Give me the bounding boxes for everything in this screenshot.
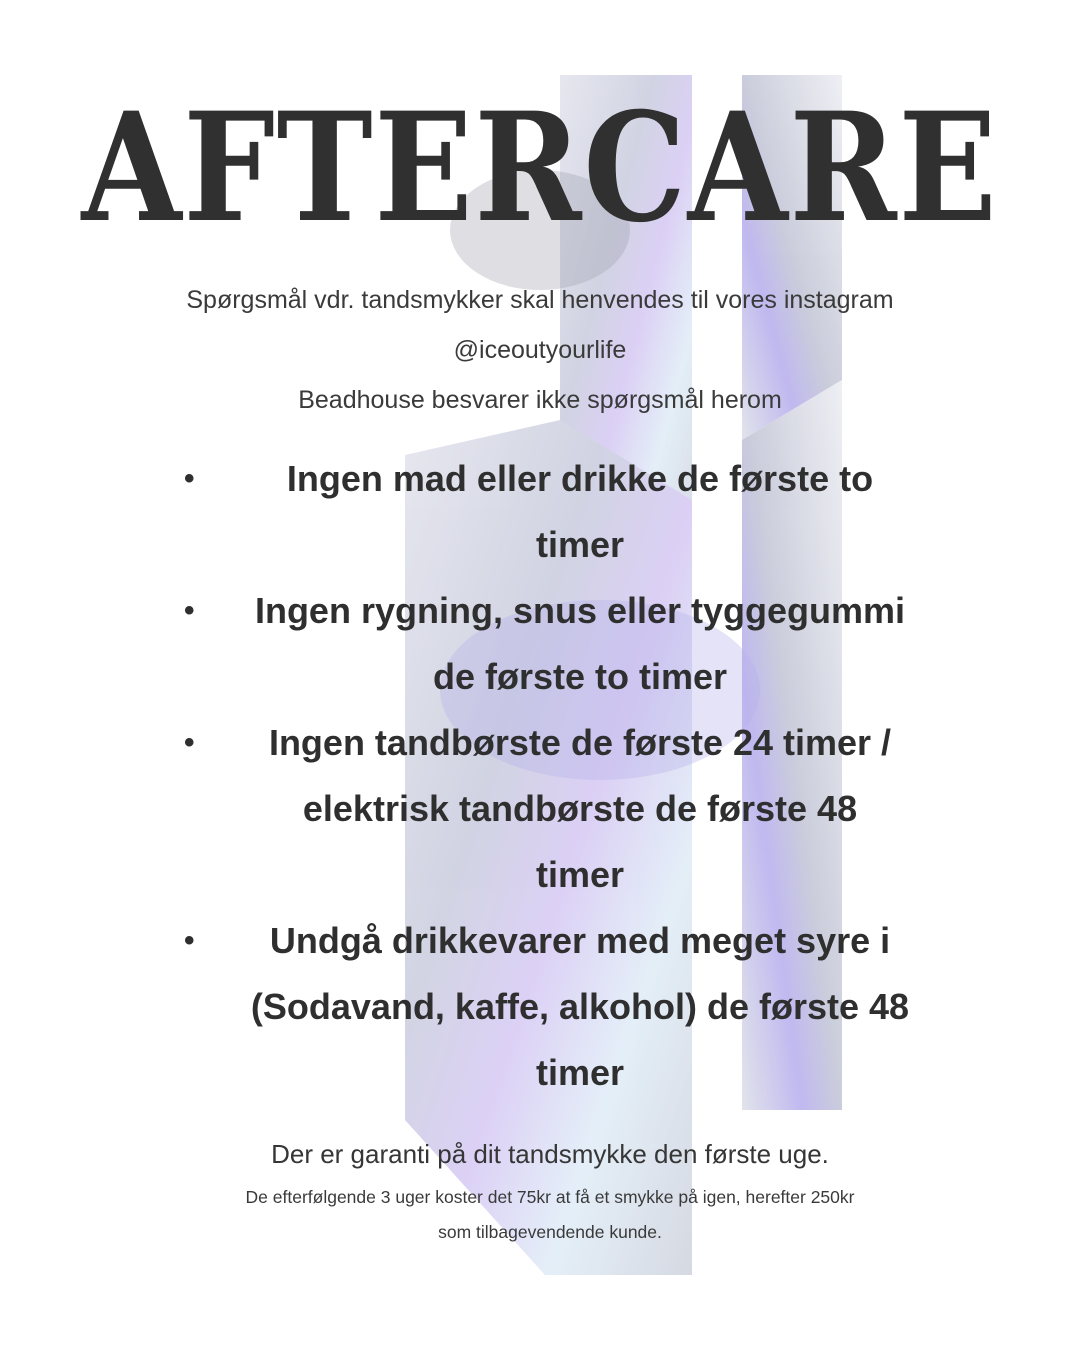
intro-line-instagram-notice: Spørgsmål vdr. tandsmykker skal henvendes til vores instagram — [186, 286, 894, 314]
rule-text-line: timer — [535, 524, 625, 565]
intro-text — [0, 275, 1080, 425]
rule-text-line: Ingen rygning, snus eller tyggegummi — [254, 590, 906, 631]
page-title: AFTERCARE — [81, 80, 999, 256]
rule-text-line: elektrisk tandbørste de første 48 — [302, 788, 858, 829]
fine-print-line: De efterfølgende 3 uger koster det 75kr at få et smykke på igen, herefter 250kr — [245, 1187, 855, 1207]
guarantee-text: Der er garanti på dit tandsmykke den første uge. — [271, 1139, 829, 1169]
rule-text-line: de første to timer — [432, 656, 728, 697]
intro-line-disclaimer: Beadhouse besvarer ikke spørgsmål herom — [298, 386, 782, 414]
bullet-icon: • — [184, 462, 195, 495]
rule-no-smoking — [160, 578, 960, 710]
fine-print-line: som tilbagevendende kunde. — [438, 1222, 662, 1242]
bullet-icon: • — [184, 594, 195, 627]
rule-text-line: Ingen mad eller drikke de første to — [286, 458, 874, 499]
rule-no-food-drink — [160, 446, 960, 578]
fine-print — [130, 1180, 970, 1250]
rule-text-line: Ingen tandbørste de første 24 timer / — [268, 722, 892, 763]
rule-text-line: timer — [535, 854, 625, 895]
bullet-icon: • — [184, 924, 195, 957]
instagram-handle: @iceoutyourlife — [453, 336, 627, 364]
rule-text-line: Undgå drikkevarer med meget syre i — [269, 920, 891, 961]
aftercare-rules-list — [160, 446, 960, 1106]
rule-avoid-acidic-drinks — [160, 908, 960, 1106]
rule-text-line: (Sodavand, kaffe, alkohol) de første 48 — [250, 986, 910, 1027]
rule-text-line: timer — [535, 1052, 625, 1093]
rule-no-toothbrush — [160, 710, 960, 908]
bullet-icon: • — [184, 726, 195, 759]
